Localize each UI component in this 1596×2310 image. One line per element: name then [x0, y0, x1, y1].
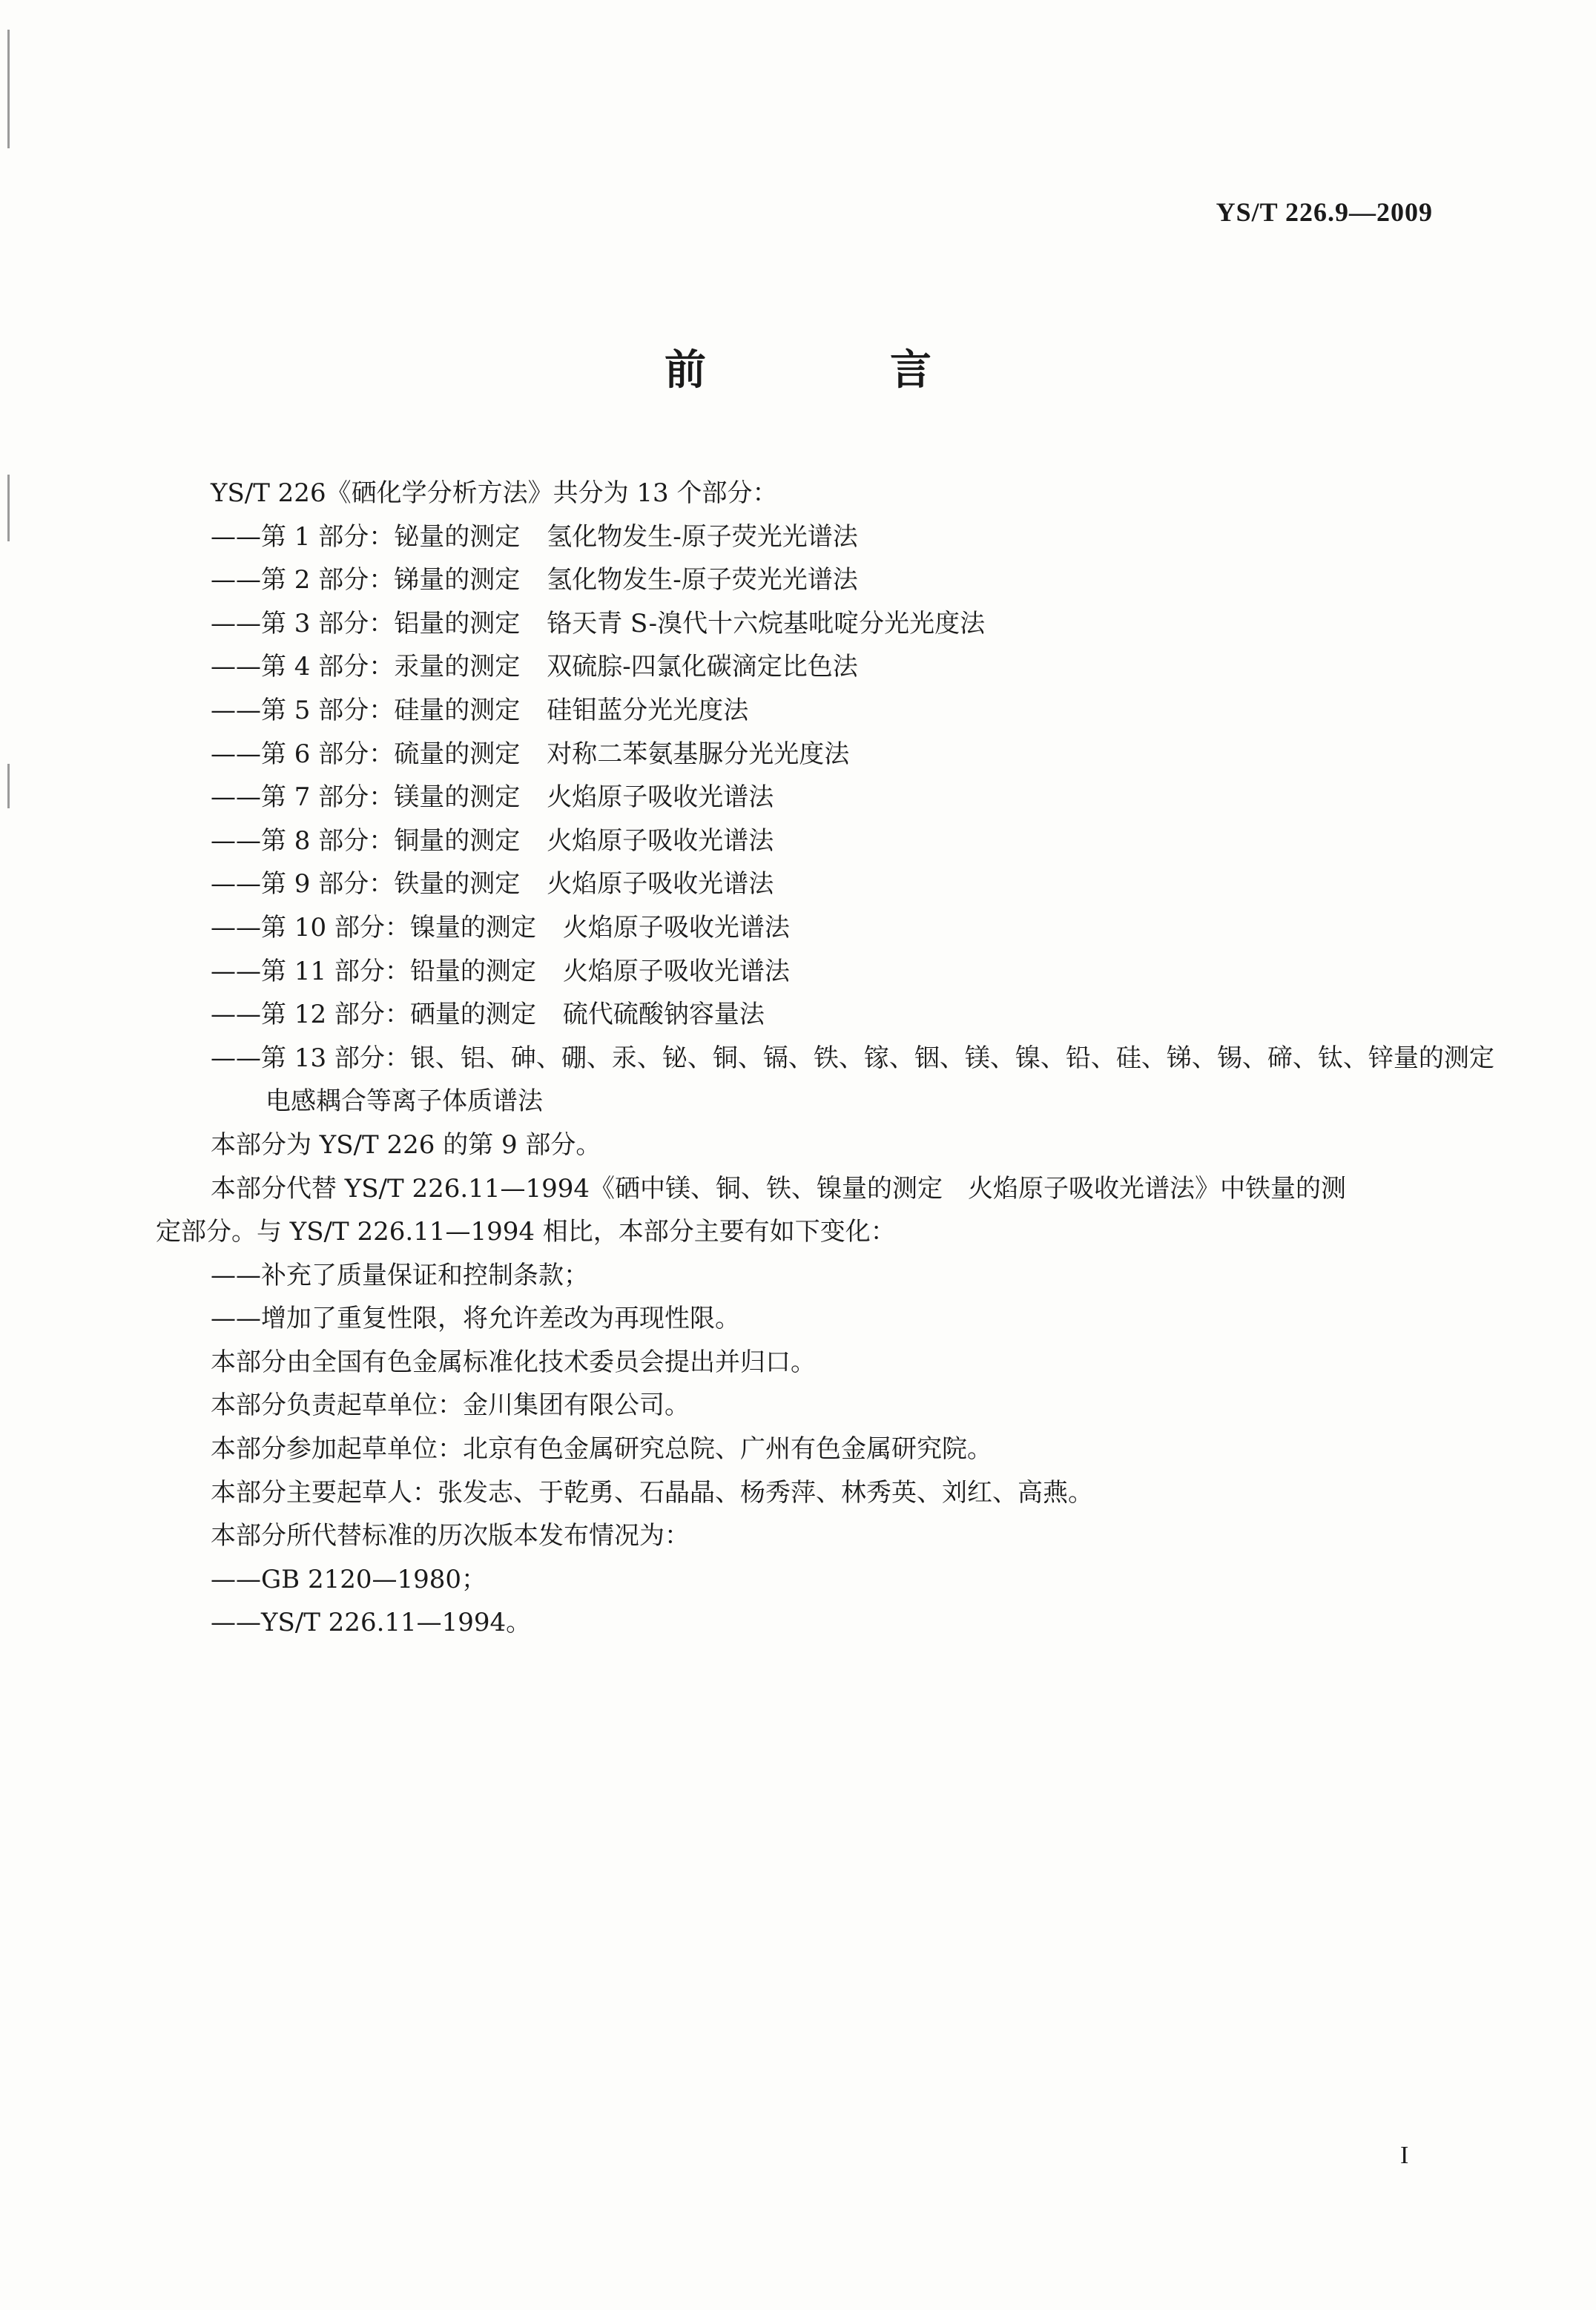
part-item	[156, 862, 1446, 906]
part-item	[156, 993, 1446, 1037]
scan-edge-mark	[7, 764, 10, 808]
part-item	[156, 776, 1446, 819]
part-label: ——第 8 部分：铜量的测定	[211, 825, 521, 856]
drafters-paragraph: 本部分主要起草人：张发志、于乾勇、石晶晶、杨秀萍、林秀英、刘红、高燕。	[211, 1477, 1093, 1508]
part-label: ——第 1 部分：铋量的测定	[211, 521, 521, 552]
page-title: 前 言	[665, 346, 1003, 395]
part-method: 火焰原子吸收光谱法	[562, 956, 790, 986]
part-item	[156, 602, 1446, 646]
replaces-paragraph-line-1: 本部分代替 YS/T 226.11—1994《硒中镁、铜、铁、镍量的测定 火焰原子吸收光谱法》中铁量的测	[211, 1173, 1346, 1204]
part-item	[156, 558, 1446, 602]
part-method: 铬天青 S-溴代十六烷基吡啶分光光度法	[547, 608, 986, 638]
scan-edge-mark	[7, 475, 10, 541]
part-label: ——第 7 部分：镁量的测定	[211, 782, 521, 813]
part-label: ——第 3 部分：铝量的测定	[211, 608, 521, 638]
part-item	[156, 515, 1446, 559]
history-item: ——YS/T 226.11—1994。	[211, 1608, 532, 1638]
part-13-method: 电感耦合等离子体质谱法	[266, 1086, 543, 1117]
parts-list	[156, 515, 1446, 1037]
part-method: 硫代硫酸钠容量法	[562, 1000, 765, 1030]
part-item	[156, 819, 1446, 863]
part-label: ——第 5 部分：硅量的测定	[211, 695, 521, 725]
part-13-label: ——第 13 部分：银、铝、砷、硼、汞、铋、铜、镉、铁、镓、铟、镁、镍、铅、硅、锑、锡、碲、钛、锌量的测定	[211, 1043, 1494, 1073]
part-method: 双硫腙-四氯化碳滴定比色法	[547, 652, 858, 682]
part-item	[156, 733, 1446, 776]
history-item: ——GB 2120—1980；	[211, 1564, 487, 1594]
part-label: ——第 12 部分：硒量的测定	[211, 1000, 536, 1030]
series-intro: YS/T 226《硒化学分析方法》共分为 13 个部分：	[211, 478, 778, 508]
drafted-by-paragraph: 本部分负责起草单位：金川集团有限公司。	[211, 1390, 690, 1421]
history-intro: 本部分所代替标准的历次版本发布情况为：	[211, 1521, 690, 1551]
scan-edge-mark	[7, 30, 10, 148]
part-item	[156, 950, 1446, 994]
part-method: 硅钼蓝分光光度法	[547, 695, 749, 725]
part-label: ——第 2 部分：锑量的测定	[211, 565, 521, 595]
part-method: 火焰原子吸收光谱法	[547, 782, 774, 813]
this-part-paragraph: 本部分为 YS/T 226 的第 9 部分。	[211, 1129, 601, 1160]
replaces-paragraph-line-2: 定部分。与 YS/T 226.11—1994 相比，本部分主要有如下变化：	[156, 1217, 896, 1247]
part-item	[156, 906, 1446, 950]
part-label: ——第 11 部分：铅量的测定	[211, 956, 536, 986]
change-item: ——增加了重复性限，将允许差改为再现性限。	[211, 1304, 740, 1334]
part-label: ——第 10 部分：镍量的测定	[211, 912, 536, 943]
part-method: 火焰原子吸收光谱法	[547, 825, 774, 856]
part-label: ——第 9 部分：铁量的测定	[211, 869, 521, 900]
part-method: 氢化物发生-原子荧光光谱法	[547, 521, 858, 552]
part-method: 火焰原子吸收光谱法	[562, 912, 790, 943]
change-item: ——补充了质量保证和控制条款；	[211, 1260, 589, 1290]
part-label: ——第 4 部分：汞量的测定	[211, 652, 521, 682]
participants-paragraph: 本部分参加起草单位：北京有色金属研究总院、广州有色金属研究院。	[211, 1434, 992, 1465]
part-method: 火焰原子吸收光谱法	[547, 869, 774, 900]
part-method: 对称二苯氨基脲分光光度法	[547, 739, 850, 769]
part-item	[156, 689, 1446, 733]
foreword-body	[156, 472, 1494, 1645]
standard-code: YS/T 226.9—2009	[1216, 197, 1433, 227]
page-number: I	[1400, 2142, 1409, 2169]
part-item	[156, 645, 1446, 689]
part-method: 氢化物发生-原子荧光光谱法	[547, 565, 858, 595]
part-label: ——第 6 部分：硫量的测定	[211, 739, 521, 769]
proposed-by-paragraph: 本部分由全国有色金属标准化技术委员会提出并归口。	[211, 1347, 816, 1377]
